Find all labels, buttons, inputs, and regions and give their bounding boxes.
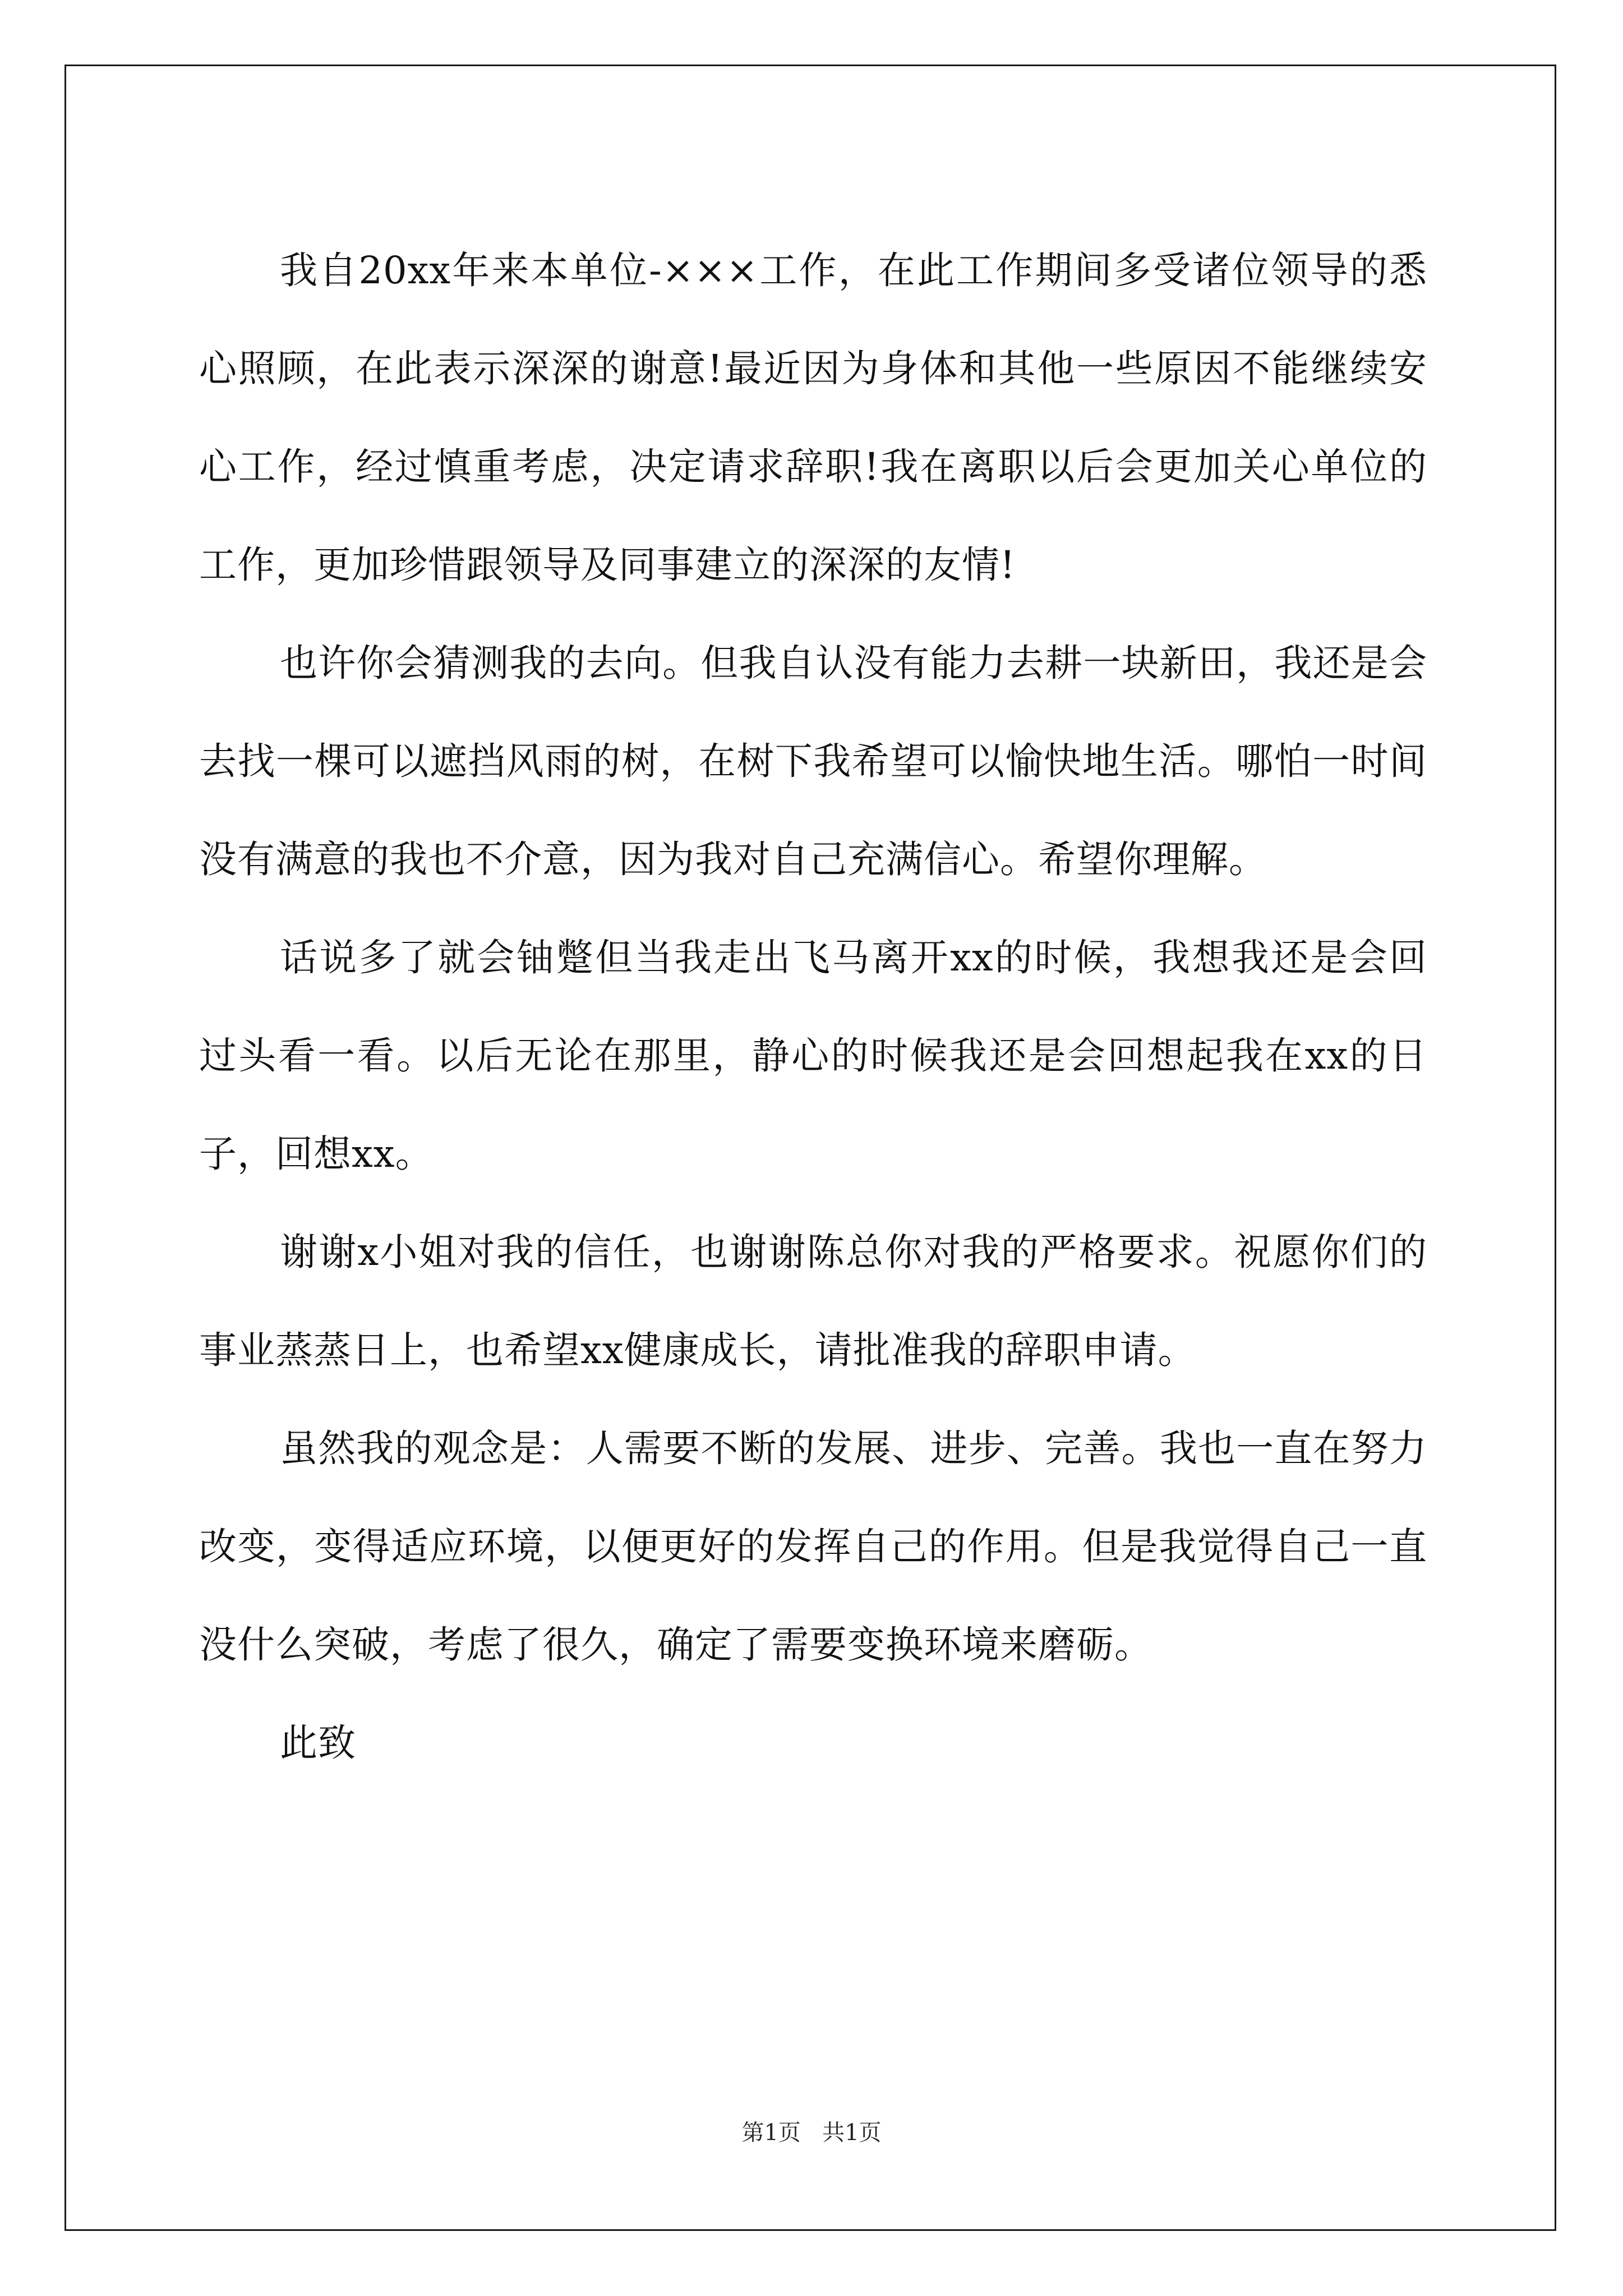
- document-body: [199, 222, 1427, 1792]
- page-footer: [0, 2115, 1623, 2147]
- paragraph-2: 也许你会猜测我的去向。但我自认没有能力去耕一块新田，我还是会去找一棵可以遮挡风雨的树，在树下我希望可以愉快地生活。哪怕一时间没有满意的我也不介意，因为我对自己充满信心。希望你理解。: [199, 641, 1427, 881]
- paragraph-3: 话说多了就会铀蹩但当我走出飞马离开xx的时候，我想我还是会回过头看一看。以后无论在那里，静心的时候我还是会回想起我在xx的日子，回想xx。: [199, 936, 1427, 1176]
- paragraph-1: 我自20xx年来本单位-×××工作，在此工作期间多受诸位领导的悉心照顾，在此表示深深的谢意!最近因为身体和其他一些原因不能继续安心工作，经过慎重考虑，决定请求辞职!我在离职以后会更加关心单位的工作，更加珍惜跟领导及同事建立的深深的友情!: [199, 249, 1427, 587]
- page-total: 共1页: [822, 2120, 882, 2146]
- page-number: 第1页: [741, 2120, 801, 2146]
- paragraph-4: 谢谢x小姐对我的信任，也谢谢陈总你对我的严格要求。祝愿你们的事业蒸蒸日上，也希望xx健康成长，请批准我的辞职申请。: [199, 1230, 1427, 1372]
- closing-salutation: 此致: [280, 1721, 356, 1765]
- paragraph-5: 虽然我的观念是：人需要不断的发展、进步、完善。我也一直在努力改变，变得适应环境，以便更好的发挥自己的作用。但是我觉得自己一直没什么突破，考虑了很久，确定了需要变换环境来磨砺。: [199, 1427, 1427, 1667]
